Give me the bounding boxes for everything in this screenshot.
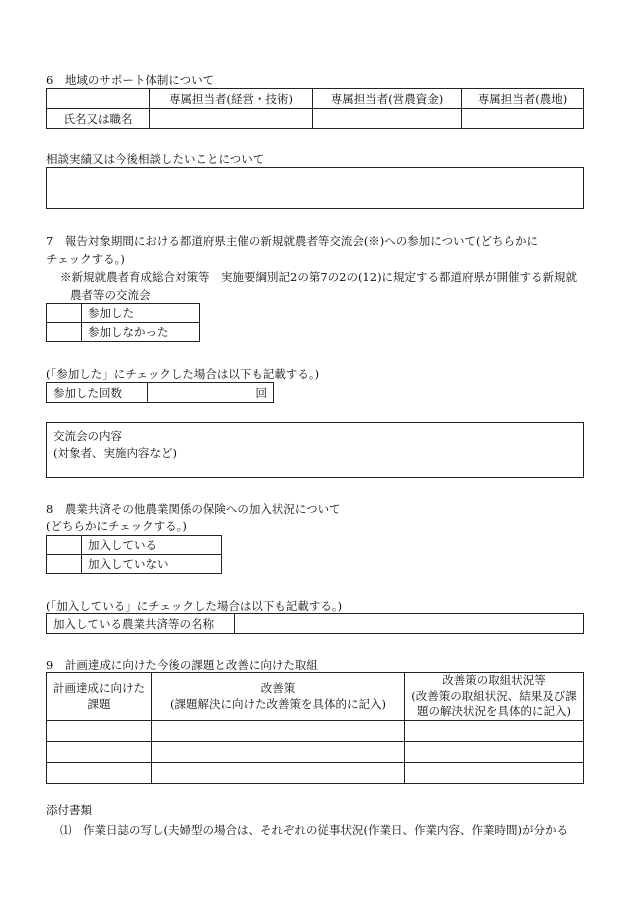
count-label: 参加した回数 — [47, 383, 148, 403]
issue-cell[interactable] — [47, 762, 152, 783]
insurance-options — [46, 535, 222, 574]
issues-header-col2: 改善策 (課題解決に向けた改善策を具体的に記入) — [152, 673, 405, 721]
issues-table — [46, 672, 584, 784]
count-input[interactable] — [148, 383, 274, 403]
status-cell[interactable] — [405, 720, 584, 741]
section-7-condition: (「参加した」にチェックした場合は以下も記載する。) — [46, 367, 320, 381]
insurance-name-table — [46, 613, 584, 634]
issue-cell[interactable] — [47, 720, 152, 741]
checkbox-not-enrolled[interactable] — [47, 555, 82, 574]
table-row — [47, 762, 584, 783]
section-7-note2: 農者等の交流会 — [70, 288, 151, 302]
content-textbox[interactable] — [46, 422, 584, 478]
count-unit: 回 — [255, 385, 267, 400]
option-not-enrolled: 加入していない — [82, 555, 222, 574]
table-row — [47, 741, 584, 762]
header-funding: 専属担当者(営農資金) — [312, 89, 461, 109]
option-not-participated: 参加しなかった — [82, 323, 200, 342]
measure-cell[interactable] — [152, 741, 405, 762]
checkbox-enrolled[interactable] — [47, 536, 82, 555]
row-label-name: 氏名又は職名 — [47, 109, 150, 129]
header-management: 専属担当者(経営・技術) — [150, 89, 313, 109]
section-6-title: 6 地域のサポート体制について — [46, 73, 215, 87]
section-8-line1: 8 農業共済その他農業関係の保険への加入状況について — [46, 502, 341, 516]
consult-title: 相談実績又は今後相談したいことについて — [46, 152, 265, 166]
measure-cell[interactable] — [152, 762, 405, 783]
consult-textbox[interactable] — [46, 167, 584, 209]
issues-header-col1: 計画達成に向けた 課題 — [47, 673, 152, 721]
support-table — [46, 88, 584, 129]
section-8-condition: (「加入している」にチェックした場合は以下も記載する。) — [46, 599, 343, 613]
checkbox-not-participated[interactable] — [47, 323, 82, 342]
status-cell[interactable] — [405, 741, 584, 762]
attachments-title: 添付書類 — [46, 803, 92, 817]
option-enrolled: 加入している — [82, 536, 222, 555]
issue-cell[interactable] — [47, 741, 152, 762]
participation-options — [46, 303, 200, 342]
checkbox-participated[interactable] — [47, 304, 82, 323]
section-9-title: 9 計画達成に向けた今後の課題と改善に向けた取組 — [46, 658, 318, 672]
section-7-note1: ※新規就農者育成総合対策等 実施要綱別記2の第7の2の(12)に規定する都道府県が開催する新規就 — [60, 270, 578, 284]
insurance-name-label: 加入している農業共済等の名称 — [47, 614, 235, 634]
table-row — [47, 720, 584, 741]
header-farmland: 専属担当者(農地) — [462, 89, 584, 109]
section-8-line2: (どちらかにチェックする。) — [46, 519, 187, 533]
input-farmland[interactable] — [462, 109, 584, 129]
measure-cell[interactable] — [152, 720, 405, 741]
issues-header-col3: 改善策の取組状況等 (改善策の取組状況、結果及び課 題の解決状況を具体的に記入) — [405, 673, 584, 721]
input-funding[interactable] — [312, 109, 461, 129]
section-7-line1: 7 報告対象期間における都道府県主催の新規就農者等交流会(※)への参加について(どちらかに — [46, 234, 539, 248]
attachment-item-1: ⑴ 作業日誌の写し(夫婦型の場合は、それぞれの従事状況(作業日、作業内容、作業時間)が分かる — [60, 823, 568, 837]
content-label: 交流会の内容 — [53, 429, 122, 443]
count-table — [46, 382, 274, 403]
status-cell[interactable] — [405, 762, 584, 783]
input-management[interactable] — [150, 109, 313, 129]
option-participated: 参加した — [82, 304, 200, 323]
section-7-line2: チェックする。) — [46, 252, 125, 266]
content-hint: (対象者、実施内容など) — [53, 446, 177, 460]
insurance-name-input[interactable] — [235, 614, 584, 634]
